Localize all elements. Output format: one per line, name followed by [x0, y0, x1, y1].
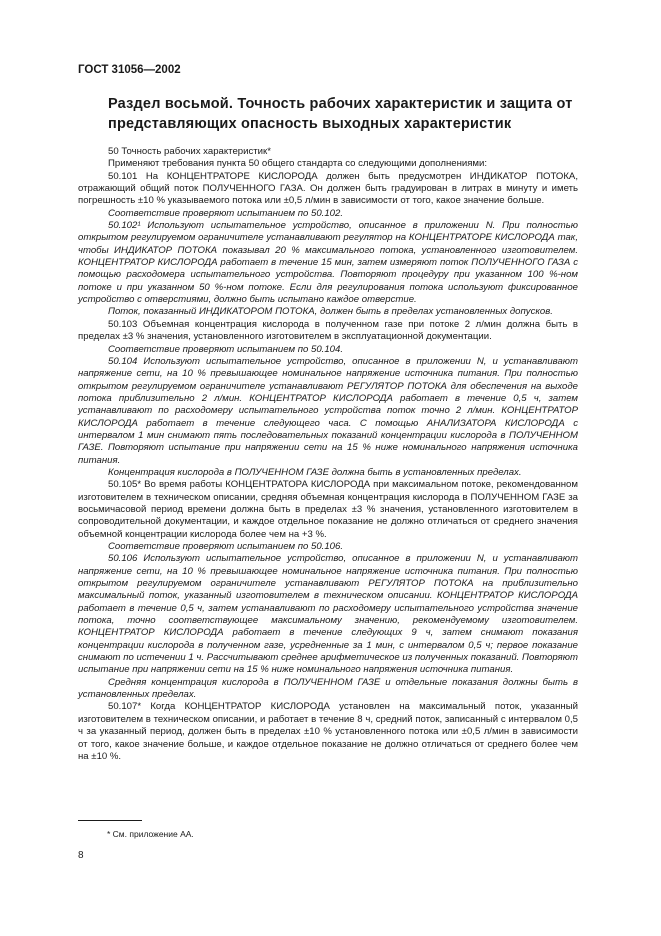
paragraph: Концентрация кислорода в ПОЛУЧЕННОМ ГАЗЕ должна быть в установленных пределах. [108, 466, 522, 478]
paragraph: 50.103 Объемная концентрация кислорода в полученном газе при потоке 2 л/мин должна быть в пределах ±3 % значения, установленного изготовителем в эксплуатационной документации. [78, 318, 578, 343]
paragraph: 50.102¹ Используют испытательное устройство, описанное в приложении N. При полностью открытом регулируемом ограничителе устанавливают регулятор на КОНЦЕНТРАТОРЕ КИСЛОРОДА так, чтобы ИНДИКАТОР ПОТОКА показывал 20 % максимального потока, установленного изготовителем. КОНЦЕНТРАТОР КИСЛОРОДА работает в течение 15 мин, затем измеряют поток ПОЛУЧЕННОГО ГАЗА с помощью расходомера испытательного устройства. Повторяют процедуру при указанном 100 %-ном потоке и при указанном 50 %-ном потоке. Если для регулирования потока используют фиксированное устройство с отверстиями, должно быть испытано каждое отверстие. [78, 220, 578, 306]
paragraph: Применяют требования пункта 50 общего стандарта со следующими дополнениями: [108, 158, 488, 170]
footnote-divider [78, 820, 142, 821]
paragraph: Средняя концентрация кислорода в ПОЛУЧЕННОМ ГАЗЕ и отдельные показания должны быть в установленных пределах. [78, 676, 578, 701]
page-number: 8 [78, 850, 84, 861]
paragraph: 50.106 Используют испытательное устройство, описанное в приложении N, и устанавливают напряжение сети, на 10 % превышающее номинальное напряжение источника питания. При полностью открытом регулируемом ограничителе устанавливают РЕГУЛЯТОР ПОТОКА на приблизительно максимальный поток, указанный изготовителем в техническом описании. КОНЦЕНТРАТОР КИСЛОРОДА работает в течение 0,5 ч, затем устанавливают по расходомеру испытательного устройства значение потока, точно соответствующее максимальному значению, рекомендуемому изготовителем. КОНЦЕНТРАТОР КИСЛОРОДА работает в течение следующих 9 ч, затем снимают показания концентрации кислорода в полученном газе, усредненные за 1 мин, с интервалом 0,5 ч; первое показание снимают по истечении 1 ч. Рассчитывают среднее арифметическое из полученных показаний. Повторяют испытание при напряжении сети на 15 % ниже номинального напряжения источника питания. [78, 553, 578, 676]
paragraph: Соответствие проверяют испытанием по 50.106. [108, 541, 344, 552]
section-title: Раздел восьмой. Точность рабочих характеристик и защита от представляющих опасность выходных характеристик [108, 96, 573, 132]
paragraph: 50.104 Используют испытательное устройство, описанное в приложении N, и устанавливают напряжение сети, на 10 % превышающее номинальное напряжение источника питания. При полностью открытом регулируемом ограничителе устанавливают РЕГУЛЯТОР ПОТОКА для обеспечения на выходе потока приблизительно 2 л/мин. КОНЦЕНТРАТОР КИСЛОРОДА работает в течение 0,5 ч, затем устанавливают по расходомеру испытательного устройства поток точно 2 л/мин. КОНЦЕНТРАТОР КИСЛОРОДА работает в течение следующего часа. С помощью АНАЛИЗАТОРА КИСЛОРОДА с интервалом 1 мин снимают пять последовательных показаний концентрации кислорода в ПОЛУЧЕННОМ ГАЗЕ. Повторяют испытание при напряжении сети на 15 % ниже номинального напряжения источника питания. [78, 355, 578, 466]
paragraph: Соответствие проверяют испытанием по 50.102. [108, 207, 344, 219]
document-header: ГОСТ 31056—2002 [78, 64, 181, 76]
paragraph: 50 Точность рабочих характеристик* [108, 146, 271, 157]
paragraph: Соответствие проверяют испытанием по 50.104. [108, 343, 344, 355]
document-body [78, 146, 578, 763]
paragraph: 50.105* Во время работы КОНЦЕНТРАТОРА КИСЛОРОДА при максимальном потоке, рекомендованном изготовителем в техническом описании, средняя объемная концентрация кислорода в ПОЛУЧЕННОМ ГАЗЕ за восьмичасовой период времени должна быть в пределах ±3 % значения, установленного изготовителем в сопроводительной документации, и каждое отдельное показание не должно отличаться от среднего значения объемной концентрации кислорода более чем на +3 %. [78, 479, 578, 540]
paragraph: Поток, показанный ИНДИКАТОРОМ ПОТОКА, должен быть в пределах установленных допусков. [108, 306, 553, 318]
footnote: * См. приложение АА. [107, 829, 194, 839]
paragraph: 50.101 На КОНЦЕНТРАТОРЕ КИСЛОРОДА должен быть предусмотрен ИНДИКАТОР ПОТОКА, отражающий общий поток ПОЛУЧЕННОГО ГАЗА. Он должен быть градуирован в литрах в минуту и иметь погрешность ±10 % указываемого потока или ±0,5 л/мин в зависимости от того, какое значение больше. [78, 170, 578, 207]
paragraph: 50.107* Когда КОНЦЕНТРАТОР КИСЛОРОДА установлен на максимальный поток, указанный изготовителем в техническом описании, и работает в течение 8 ч, средний поток, записанный с интервалом 0,5 ч за указанный период, должен быть в пределах ±10 % установленного потока или ±0,5 л/мин в зависимости от того, какое значение больше, и каждое отдельное показание не должно отличаться от среднего более чем на ±10 %. [78, 701, 578, 762]
